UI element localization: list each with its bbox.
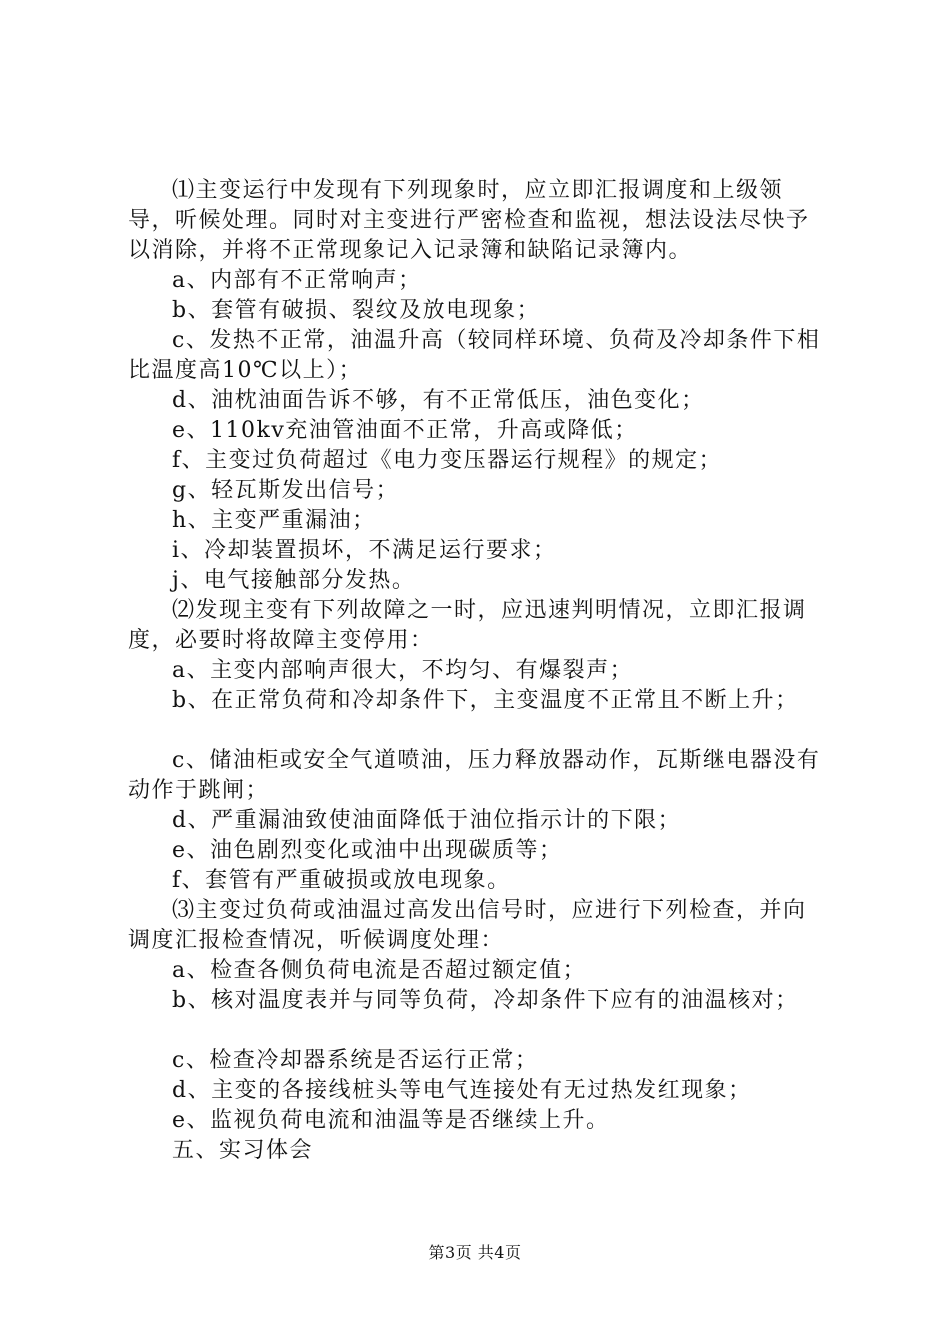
list-item-2f: f、套管有严重破损或放电现象。 — [172, 868, 511, 893]
list-item-3c: c、检查冷却器系统是否运行正常； — [172, 1048, 539, 1073]
list-item-1a: a、内部有不正常响声； — [172, 268, 422, 293]
paragraph-2: ⑵发现主变有下列故障之一时，应迅速判明情况，立即汇报调度，必要时将故障主变停用： — [128, 598, 807, 653]
paragraph-1: ⑴主变运行中发现有下列现象时，应立即汇报调度和上级领导，听候处理。同时对主变进行严密检查和监视，想法设法尽快予以消除，并将不正常现象记入记录簿和缺陷记录簿内。 — [128, 178, 810, 263]
document-body — [128, 176, 828, 1166]
list-item-1g: g、轻瓦斯发出信号； — [172, 478, 400, 503]
list-item-1i: i、冷却装置损坏，不满足运行要求； — [172, 538, 557, 563]
list-item-3b: b、核对温度表并与同等负荷，冷却条件下应有的油温核对； — [172, 988, 799, 1013]
list-item-2c: c、储油柜或安全气道喷油，压力释放器动作，瓦斯继电器没有动作于跳闸； — [128, 748, 821, 803]
list-item-1j: j、电气接触部分发热。 — [172, 568, 416, 593]
blank-line — [128, 716, 828, 746]
list-item-1h: h、主变严重漏油； — [172, 508, 376, 533]
list-item-2e: e、油色剧烈变化或油中出现碳质等； — [172, 838, 563, 863]
list-item-2a: a、主变内部响声很大，不均匀、有爆裂声； — [172, 658, 634, 683]
list-item-3d: d、主变的各接线桩头等电气连接处有无过热发红现象； — [172, 1078, 752, 1103]
list-item-1b: b、套管有破损、裂纹及放电现象； — [172, 298, 541, 323]
list-item-2d: d、严重漏油致使油面降低于油位指示计的下限； — [172, 808, 682, 833]
list-item-3a: a、检查各侧负荷电流是否超过额定值； — [172, 958, 587, 983]
list-item-1c: c、发热不正常，油温升高（较同样环境、负荷及冷却条件下相比温度高10℃以上）； — [128, 328, 821, 383]
list-item-2b: b、在正常负荷和冷却条件下，主变温度不正常且不断上升； — [172, 688, 799, 713]
list-item-3e: e、监视负荷电流和油温等是否继续上升。 — [172, 1108, 610, 1133]
blank-line — [128, 1016, 828, 1046]
list-item-1e: e、110kv充油管油面不正常，升高或降低； — [172, 418, 638, 443]
list-item-1d: d、油枕油面告诉不够，有不正常低压，油色变化； — [172, 388, 705, 413]
section-heading: 五、实习体会 — [172, 1138, 314, 1163]
list-item-1f: f、主变过负荷超过《电力变压器运行规程》的规定； — [172, 448, 723, 473]
paragraph-3: ⑶主变过负荷或油温过高发出信号时，应进行下列检查，并向调度汇报检查情况，听候调度处理： — [128, 898, 807, 953]
page-footer: 第3页 共4页 — [428, 1243, 522, 1262]
